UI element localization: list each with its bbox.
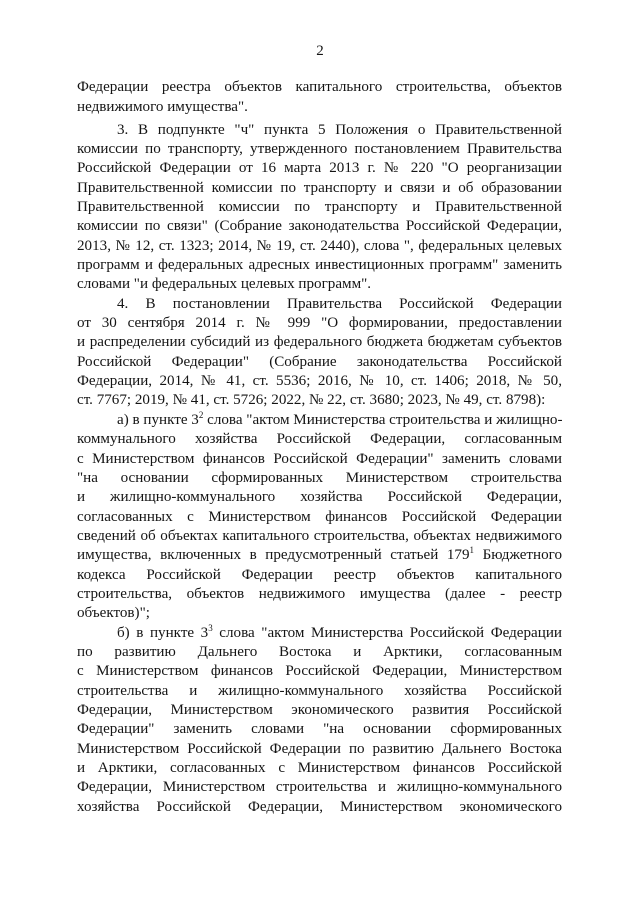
text-line: коммунального хозяйства Российской Федерации, согласованным xyxy=(77,431,562,447)
text-line: Федерации, Министерством строительства и жилищно-коммунального xyxy=(77,779,562,795)
superscript: 1 xyxy=(469,545,475,555)
text-line: сведений об объектах капитального строительства, объектах недвижимого xyxy=(77,528,562,544)
text-line: Федерации реестра объектов капитального строительства, объектов xyxy=(77,79,562,95)
text-line: 4. В постановлении Правительства Российской Федерации xyxy=(117,296,562,312)
text-line: "на основании сформированных Министерством строительства xyxy=(77,470,562,486)
text-line: и распределении субсидий из федерального бюджета бюджетам субъектов xyxy=(77,334,562,350)
text-line: строительства, объектов недвижимого имущества (далее - реестр xyxy=(77,586,562,602)
text-line: недвижимого имущества". xyxy=(77,99,248,115)
text-line: Правительственной комиссии по транспорту и связи и об образовании xyxy=(77,180,562,196)
text-line: согласованных с Министерством финансов Российской Федерации xyxy=(77,509,562,525)
superscript: 3 xyxy=(208,623,213,633)
text-line: словами "и федеральных целевых программ". xyxy=(77,276,372,292)
page-number: 2 xyxy=(316,43,324,59)
text-line: с Министерством финансов Российской Федерации" заменить словами xyxy=(77,451,562,467)
text-line: комиссии по связи" (Собрание законодательства Российской Федерации, xyxy=(77,218,562,234)
text-line: Правительственной комиссии по транспорту и Правительственной xyxy=(77,199,562,215)
text-line: имущества, включенных в предусмотренный статьей $179^1$ Бюджетного xyxy=(77,545,562,563)
text-line: ст. 7767; 2019, № 41, ст. 5726; 2022, № 22, ст. 3680; 2023, № 49, ст. 8798): xyxy=(77,392,546,408)
text-line: по развитию Дальнего Востока и Арктики, согласованным xyxy=(77,644,562,660)
text-line: Российской Федерации от 16 марта 2013 г. № 220 "О реорганизации xyxy=(77,160,562,176)
text-line: Федерации" заменить словами "на основании сформированных xyxy=(77,721,562,737)
text-line: Федерации, Министерством экономического развития Российской xyxy=(77,702,562,718)
text-line: 2013, № 12, ст. 1323; 2014, № 19, ст. 2440), слова ", федеральных целевых xyxy=(77,238,562,254)
text-line: а) в пункте $3^2$ слова "актом Министерства строительства и жилищно- xyxy=(117,410,563,428)
text-line: комиссии по транспорту, утвержденного постановлением Правительства xyxy=(77,141,562,157)
text-line: кодекса Российской Федерации реестр объектов капитального xyxy=(77,567,562,583)
text-line: с Министерством финансов Российской Федерации, Министерством xyxy=(77,663,562,679)
text-line: 3. В подпункте "ч" пункта 5 Положения о Правительственной xyxy=(117,122,562,138)
superscript: 2 xyxy=(198,410,204,420)
text-line: Российской Федерации" (Собрание законодательства Российской xyxy=(77,354,562,370)
text-line: программ и федеральных адресных инвестиционных программ" заменить xyxy=(77,257,562,273)
text-line: хозяйства Российской Федерации, Министерством экономического xyxy=(77,799,562,815)
text-line: б) в пункте $3^3$ слова "актом Министерства Российской Федерации xyxy=(117,623,562,641)
text-line: объектов)"; xyxy=(77,605,150,621)
text-line: Федерации, 2014, № 41, ст. 5536; 2016, № 10, ст. 1406; 2018, № 50, xyxy=(77,373,562,389)
text-line: Министерством Российской Федерации по развитию Дальнего Востока xyxy=(77,741,562,757)
text-line: и жилищно-коммунального хозяйства Российской Федерации, xyxy=(77,489,562,505)
text-line: строительства и жилищно-коммунального хозяйства Российской xyxy=(77,683,562,699)
text-line: и Арктики, согласованных с Министерством финансов Российской xyxy=(77,760,562,776)
text-line: от 30 сентября 2014 г. № 999 "О формировании, предоставлении xyxy=(77,315,562,331)
